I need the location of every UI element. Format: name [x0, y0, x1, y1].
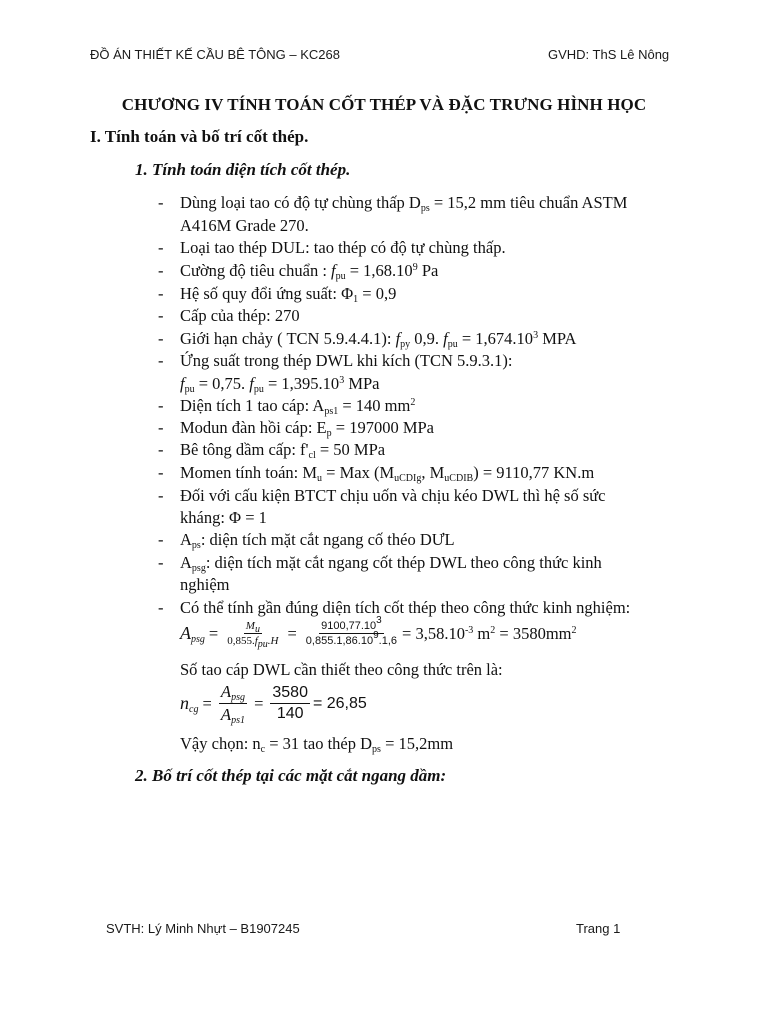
item-subscript: p — [326, 428, 332, 439]
item-text: Diện tích 1 tao cáp: A — [180, 396, 325, 415]
formula-superscript: 9 — [373, 630, 379, 641]
item-symbol: f — [395, 329, 401, 348]
formula-subscript: pu — [257, 639, 268, 650]
item-subscript: ps1 — [324, 406, 339, 417]
item-subscript: pu — [184, 384, 195, 395]
item-text: Vậy chọn: n — [180, 734, 261, 753]
equals-sign: = — [208, 623, 219, 643]
formula-symbol: M — [245, 620, 255, 632]
equals-sign: = — [254, 693, 264, 713]
item-superscript: 3 — [339, 375, 345, 386]
list-item-steel-grade: Cấp của thép: 270 — [180, 306, 300, 325]
formula-result: = 26,85 — [312, 694, 367, 712]
section-heading: I. Tính toán và bố trí cốt thép. — [90, 127, 309, 146]
formula-symbol: A — [220, 705, 232, 724]
formula-text: 0,855.1,86.10 — [305, 635, 374, 647]
formula-fraction-numeric — [270, 684, 310, 723]
strand-count-formula — [180, 682, 367, 725]
item-text: = Max (M — [322, 463, 395, 482]
bullet-dash: - — [158, 598, 164, 617]
item-subscript: cl — [308, 450, 316, 461]
formula-symbol: n — [180, 693, 189, 713]
list-item-strand-type-cont: A416M Grade 270. — [180, 216, 309, 235]
formula-fraction-symbolic — [219, 682, 247, 725]
formula-symbol: f — [254, 635, 258, 647]
item-text: A — [180, 530, 192, 549]
formula-subscript: psg — [231, 692, 246, 703]
bullet-dash: - — [158, 261, 164, 280]
item-subscript: u — [317, 473, 323, 484]
chapter-title: CHƯƠNG IV TÍNH TOÁN CỐT THÉP VÀ ĐẶC TRƯNG HÌNH HỌC — [121, 95, 647, 114]
item-text: 0,9. — [410, 329, 444, 348]
item-subscript: ps — [420, 203, 430, 214]
formula-lhs — [180, 693, 198, 714]
item-subscript: psg — [191, 563, 206, 574]
item-text: Dùng loại tao có độ tự chùng thấp D — [180, 193, 421, 212]
item-subscript: pu — [447, 339, 458, 350]
formula-superscript: -3 — [464, 624, 474, 636]
formula-fraction-symbolic — [225, 620, 280, 650]
bullet-dash: - — [158, 238, 164, 257]
bullet-dash: - — [158, 193, 164, 212]
item-subscript: py — [400, 339, 411, 350]
formula-text: .H — [267, 635, 279, 647]
formula-result — [402, 624, 576, 644]
fraction-numerator: 3580 — [270, 684, 310, 704]
item-text: A — [180, 553, 192, 572]
bullet-dash: - — [158, 418, 164, 437]
list-item-strand-area — [180, 396, 415, 416]
formula-superscript: 2 — [571, 624, 577, 636]
bullet-dash: - — [158, 530, 164, 549]
list-item-yield-limit — [180, 329, 576, 349]
item-text: = 1,674.10 — [457, 329, 534, 348]
bullet-dash: - — [158, 329, 164, 348]
item-subscript: ps — [191, 540, 201, 551]
item-text: Modun đàn hồi cáp: E — [180, 418, 327, 437]
item-symbol: f — [249, 374, 254, 393]
list-item-concrete-grade — [180, 440, 385, 460]
strand-count-intro: Số tao cáp DWL cần thiết theo công thức trên là: — [180, 660, 503, 679]
header-instructor: GVHD: ThS Lê Nông — [548, 47, 670, 62]
item-text: = 1,68.10 — [345, 261, 413, 280]
fraction-numerator — [244, 620, 262, 634]
formula-subscript: ps1 — [231, 715, 246, 726]
item-text: : diện tích mặt cắt ngang cốt thép DWL theo công thức kinh — [205, 553, 602, 572]
fraction-denominator — [219, 704, 247, 725]
equals-sign: = — [287, 623, 297, 643]
item-symbol: f — [180, 374, 185, 393]
formula-superscript: 2 — [490, 624, 496, 636]
item-superscript: 2 — [410, 397, 416, 408]
formula-text: 0,855. — [227, 635, 255, 647]
item-text: MPa — [344, 374, 380, 393]
bullet-dash: - — [158, 284, 164, 303]
item-text: Cường độ tiêu chuẩn : — [180, 261, 332, 280]
list-item-jacking-stress: Ứng suất trong thép DWL khi kích (TCN 5.9.3.1): — [180, 351, 513, 370]
item-subscript: pu — [335, 271, 346, 282]
area-formula — [180, 615, 577, 650]
formula-symbol: A — [220, 682, 232, 701]
formula-symbol: A — [180, 623, 191, 643]
item-text: = 15,2 mm tiêu chuẩn ASTM — [429, 193, 628, 212]
bullet-dash: - — [158, 396, 164, 415]
formula-text: = 3580mm — [495, 623, 572, 643]
item-text: = 197000 MPa — [331, 418, 434, 437]
item-text: = 31 tao thép D — [265, 734, 373, 753]
chosen-strand-count — [180, 734, 453, 754]
equals-sign: = — [202, 693, 212, 713]
list-item-resistance-factor-cont: kháng: Φ = 1 — [180, 508, 267, 527]
item-text: = 0,75. — [194, 374, 250, 393]
bullet-dash: - — [158, 351, 164, 370]
list-item-strand-type — [180, 193, 627, 213]
item-text: Bê tông dầm cấp: f' — [180, 440, 309, 459]
item-text: = 1,395.10 — [263, 374, 340, 393]
formula-text: m — [473, 623, 491, 643]
formula-lhs — [180, 623, 205, 644]
bullet-dash: - — [158, 306, 164, 325]
formula-subscript: u — [254, 624, 260, 635]
list-item-steel-type: Loại tao thép DUL: tao thép có độ tự chùng thấp. — [180, 238, 506, 257]
item-text: = 140 mm — [338, 396, 411, 415]
item-text: = 50 MPa — [315, 440, 386, 459]
bullet-dash: - — [158, 553, 164, 572]
item-subscript: ps — [372, 744, 381, 755]
list-item-resistance-factor: Đối với cấu kiện BTCT chịu uốn và chịu kéo DWL thì hệ số sức — [180, 486, 606, 505]
item-text: : diện tích mặt cắt ngang cố théo DƯL — [200, 530, 455, 549]
item-text: = 0,9 — [358, 284, 397, 303]
item-superscript: 3 — [533, 330, 539, 341]
formula-text: .1,6 — [378, 635, 398, 647]
formula-text: = 3,58.10 — [402, 623, 465, 643]
bullet-dash: - — [158, 486, 164, 505]
subsection-heading-2: 2. Bố trí cốt thép tại các mặt cắt ngang dầm: — [135, 766, 447, 785]
item-text: ) = 9110,77 KN.m — [473, 463, 595, 482]
header-course-title: ĐỒ ÁN THIẾT KẾ CẦU BÊ TÔNG – KC268 — [90, 47, 340, 62]
bullet-dash: - — [158, 463, 164, 482]
list-item-elastic-modulus — [180, 418, 434, 438]
bullet-dash: - — [158, 440, 164, 459]
formula-fraction-numeric — [304, 615, 399, 647]
item-symbol: f — [331, 261, 336, 280]
item-subscript: uCDIB — [444, 473, 474, 484]
item-subscript: pu — [253, 384, 264, 395]
item-text: Giới hạn chảy ( TCN 5.9.4.4.1): — [180, 329, 396, 348]
list-item-design-moment — [180, 463, 594, 483]
item-text: Hệ số quy đổi ứng suất: Φ — [180, 284, 354, 303]
item-subscript: 1 — [353, 294, 359, 305]
list-item-tensile-strength — [180, 261, 438, 281]
list-item-apsg-definition — [180, 553, 602, 573]
fraction-denominator — [304, 630, 399, 647]
item-text: , M — [421, 463, 445, 482]
list-item-approx-area: Có thể tính gần đúng diện tích cốt thép theo công thức kinh nghiệm: — [180, 598, 631, 617]
formula-subscript: psg — [191, 634, 205, 645]
list-item-jacking-stress-value — [180, 374, 379, 394]
item-text: = 15,2mm — [380, 734, 454, 753]
item-superscript: 9 — [412, 262, 418, 273]
list-item-apsg-definition-cont: nghiệm — [180, 575, 230, 594]
item-text: Pa — [417, 261, 439, 280]
subsection-heading-1: 1. Tính toán diện tích cốt thép. — [135, 160, 351, 179]
fraction-numerator — [219, 682, 247, 704]
item-symbol: f — [443, 329, 448, 348]
footer-student: SVTH: Lý Minh Nhựt – B1907245 — [106, 921, 300, 936]
fraction-denominator: 140 — [276, 705, 304, 722]
formula-text: 9100,77.10 — [321, 620, 377, 632]
list-item-aps-definition — [180, 530, 455, 550]
list-item-stress-factor — [180, 284, 396, 304]
item-text: Momen tính toán: M — [180, 463, 318, 482]
page-number: Trang 1 — [576, 921, 621, 936]
formula-subscript: cg — [189, 704, 199, 715]
item-text: MPA — [538, 329, 577, 348]
fraction-denominator — [225, 634, 280, 650]
item-subscript: c — [260, 744, 266, 755]
formula-superscript: 3 — [376, 615, 382, 626]
item-subscript: uCDIg — [394, 473, 422, 484]
